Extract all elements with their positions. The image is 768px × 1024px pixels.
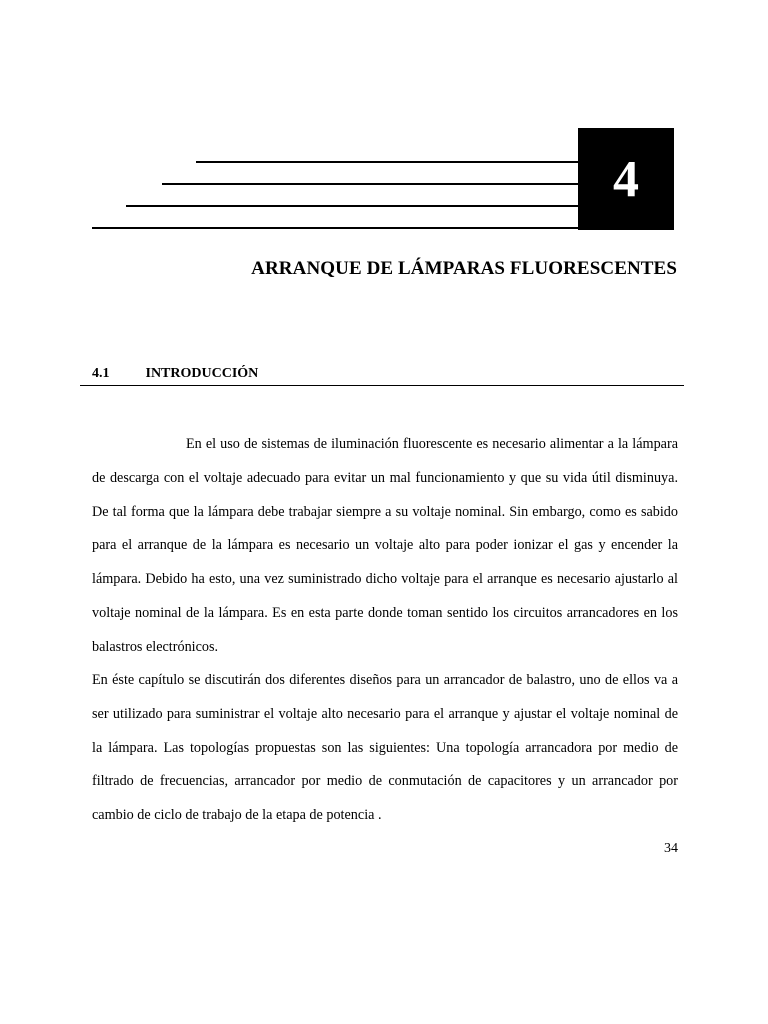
paragraph-1: En el uso de sistemas de iluminación fluorescente es necesario alimentar a la lámpara de descarga con el voltaje adecuado para evitar un mal funcionamiento y que su vida útil disminuya. De tal forma que la lámpara debe trabajar siempre a su voltaje nominal. Sin embargo, como es sabido para el arranque de la lámpara es necesario un voltaje alto para poder ionizar el gas y encender la lámpara. Debido ha esto, una vez suministrado dicho voltaje para el arranque es necesario ajustarlo al voltaje nominal de la lámpara. Es en esta parte donde toman sentido los circuitos arrancadores en los balastros electrónicos.: [92, 436, 678, 655]
section-title: INTRODUCCIÓN: [145, 366, 259, 381]
decorative-rule-1: [196, 161, 578, 163]
section-heading: [92, 366, 258, 382]
section-number: 4.1: [92, 366, 110, 381]
chapter-number: 4: [613, 150, 639, 208]
paragraph-2: En éste capítulo se discutirán dos diferentes diseños para un arrancador de balastro, uno de ellos va a ser utilizado para suministrar el voltaje alto necesario para el arranque y ajustar el voltaje nominal de la lámpara. Las topologías propuestas son las siguientes: Una topología arrancadora por medio de filtrado de frecuencias, arrancador por medio de conmutación de capacitores y un arrancador por cambio de ciclo de trabajo de la etapa de potencia .: [92, 672, 678, 824]
section-underline: [80, 385, 684, 386]
page-number: 34: [664, 841, 678, 856]
decorative-rule-3: [126, 205, 578, 207]
decorative-rule-2: [162, 183, 578, 185]
chapter-title: ARRANQUE DE LÁMPARAS FLUORESCENTES: [251, 258, 677, 279]
decorative-rule-4: [92, 227, 578, 229]
chapter-number-box: [578, 128, 674, 230]
